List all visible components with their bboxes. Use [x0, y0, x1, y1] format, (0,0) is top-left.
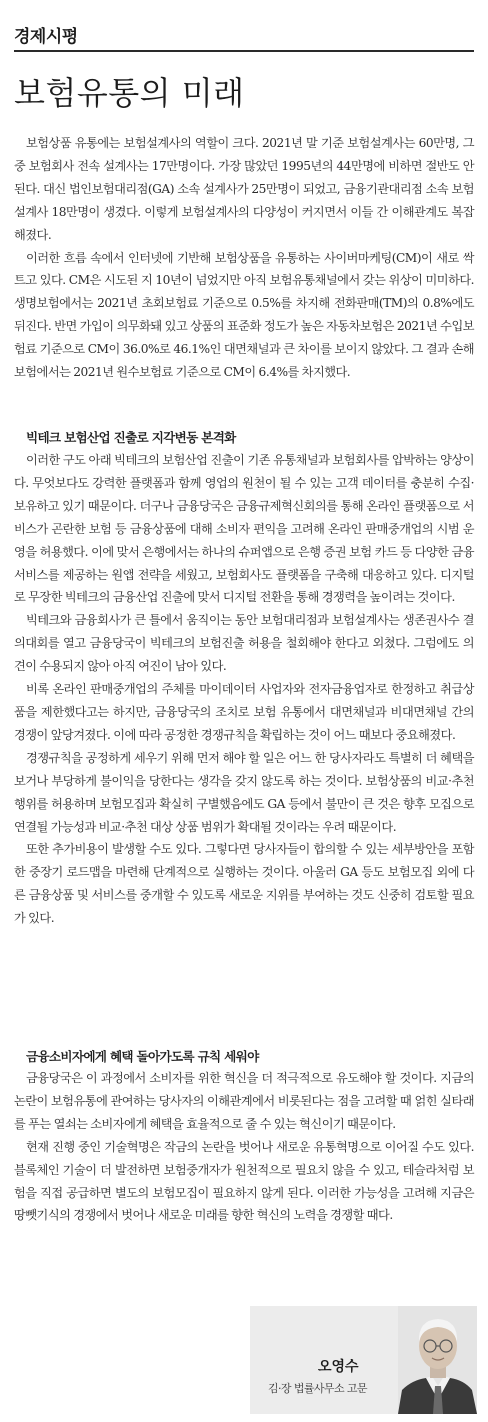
paragraph: 빅테크와 금융회사가 큰 틀에서 움직이는 동안 보험대리점과 보험설계사는 생존권사수 결의대회를 열고 금융당국이 빅테크의 보험진출 허용을 철회해야 한다고 외쳤다. 그럼에도 의견이 수용되지 않아 아직 여진이 남아 있다. [14, 613, 474, 674]
section-label: 경제시평 [14, 27, 78, 47]
author-title: 김·장 법률사무소 고문 [268, 1382, 367, 1395]
paragraph: 보험상품 유통에는 보험설계사의 역할이 크다. 2021년 말 기준 보험설계사는 60만명, 그 중 보험회사 전속 설계사는 17만명이다. 가장 많았던 1995년의 44만명에 비하면 절반도 안된다. 대신 법인보험대리점(GA) 소속 설계사가 25만명이 되었고, 금융기관대리점 소속 보험설계사 18만명이 생겼다. 이렇게 보험설계사의 다양성이 커지면서 이들 간 이해관계도 복잡해졌다. [14, 136, 474, 242]
paragraph: 경쟁규칙을 공정하게 세우기 위해 먼저 해야 할 일은 어느 한 당사자라도 특별히 더 혜택을 보거나 부당하게 불이익을 당한다는 생각을 갖지 않도록 하는 것이다. 보험상품의 비교·추천 행위를 허용하며 보험모집과 확실히 구별했음에도 GA 등에서 불만이 큰 것은 향후 모집으로 연결될 가능성과 비교·추천 대상 상품 범위가 확대될 것이라는 우려 때문이다. [14, 750, 474, 834]
headline: 보험유통의 미래 [14, 74, 245, 112]
body-block-3 [14, 1067, 474, 1227]
subheading-consumer: 금융소비자에게 혜택 돌아가도록 규칙 세워야 [26, 1049, 259, 1064]
subheading-bigtech: 빅테크 보험산업 진출로 지각변동 본격화 [26, 430, 236, 445]
section-rule [14, 50, 474, 52]
body-block-1 [14, 132, 474, 384]
paragraph: 또한 추가비용이 발생할 수도 있다. 그렇다면 당사자들이 합의할 수 있는 세부방안을 포함한 중장기 로드맵을 마련해 단계적으로 실행하는 것이다. 아울러 GA 등도 보험모집 외에 다른 금융상품 및 서비스를 중개할 수 있도록 새로운 지위를 부여하는 것도 신중히 검토할 필요가 있다. [14, 842, 474, 926]
paragraph: 비록 온라인 판매중개업의 주체를 마이데이터 사업자와 전자금융업자로 한정하고 취급상품을 제한했다고는 하지만, 금융당국의 조치로 보험 유통에서 대면채널과 비대면채널 간의 경쟁이 앞당겨졌다. 이에 따라 공정한 경쟁규칙을 확립하는 것이 어느 때보다 중요해졌다. [14, 682, 474, 742]
paragraph: 이러한 흐름 속에서 인터넷에 기반해 보험상품을 유통하는 사이버마케팅(CM)이 새로 싹트고 있다. CM은 시도된 지 10년이 넘었지만 아직 보험유통채널에서 갖는 위상이 미미하다. 생명보험에서는 2021년 초회보험료 기준으로 0.5%를 차지해 전화판매(TM)의 0.8%에도 뒤진다. 반면 가입이 의무화돼 있고 상품의 표준화 정도가 높은 자동차보험은 2021년 수입보험료 기준으로 CM이 36.0%로 46.1%인 대면채널과 큰 차이를 보이지 않았다. 그 결과 손해보험에서는 2021년 원수보험료 기준으로 CM이 6.4%를 차지했다. [14, 250, 474, 380]
paragraph: 현재 진행 중인 기술혁명은 작금의 논란을 벗어나 새로운 유통혁명으로 이어질 수도 있다. 블록체인 기술이 더 발전하면 보험중개자가 원천적으로 필요치 않을 수 있고, 테슬라처럼 보험을 직접 공급하면 별도의 보험모집이 필요하지 않게 된다. 이러한 가능성을 고려해 지금은 땅뺏기식의 경쟁에서 벗어나 새로운 미래를 향한 혁신의 노력을 경쟁할 때다. [14, 1139, 474, 1223]
author-portrait [398, 1306, 477, 1414]
body-block-2 [14, 449, 474, 930]
author-name: 오영수 [318, 1359, 359, 1375]
paragraph: 이러한 구도 아래 빅테크의 보험산업 진출이 기존 유통채널과 보험회사를 압박하는 양상이다. 무엇보다도 강력한 플랫폼과 함께 영업의 원천이 될 수 있는 고객 데이터를 충분히 수집·보유하고 있기 때문이다. 더구나 금융당국은 금융규제혁신회의를 통해 온라인 플랫폼으로 서비스가 곤란한 보험 등 금융상품에 대해 소비자 편익을 고려해 온라인 판매중개업의 시범 운영을 허용했다. 이에 맞서 은행에서는 하나의 슈퍼앱으로 은행 증권 보험 카드 등 다양한 금융서비스를 제공하는 원앱 전략을 세웠고, 보험회사도 플랫폼을 구축해 대응하고 있다. 디지털로 무장한 빅테크의 금융산업 진출에 맞서 디지털 전환을 통해 경쟁력을 높이려는 것이다. [14, 453, 474, 605]
paragraph: 금융당국은 이 과정에서 소비자를 위한 혁신을 더 적극적으로 유도해야 할 것이다. 지금의 논란이 보험유통에 관여하는 당사자의 이해관계에서 비롯된다는 점을 고려할 때 얽힌 실타래를 푸는 열쇠는 소비자에게 혜택을 효율적으로 줄 수 있는 혁신이기 때문이다. [14, 1071, 474, 1131]
